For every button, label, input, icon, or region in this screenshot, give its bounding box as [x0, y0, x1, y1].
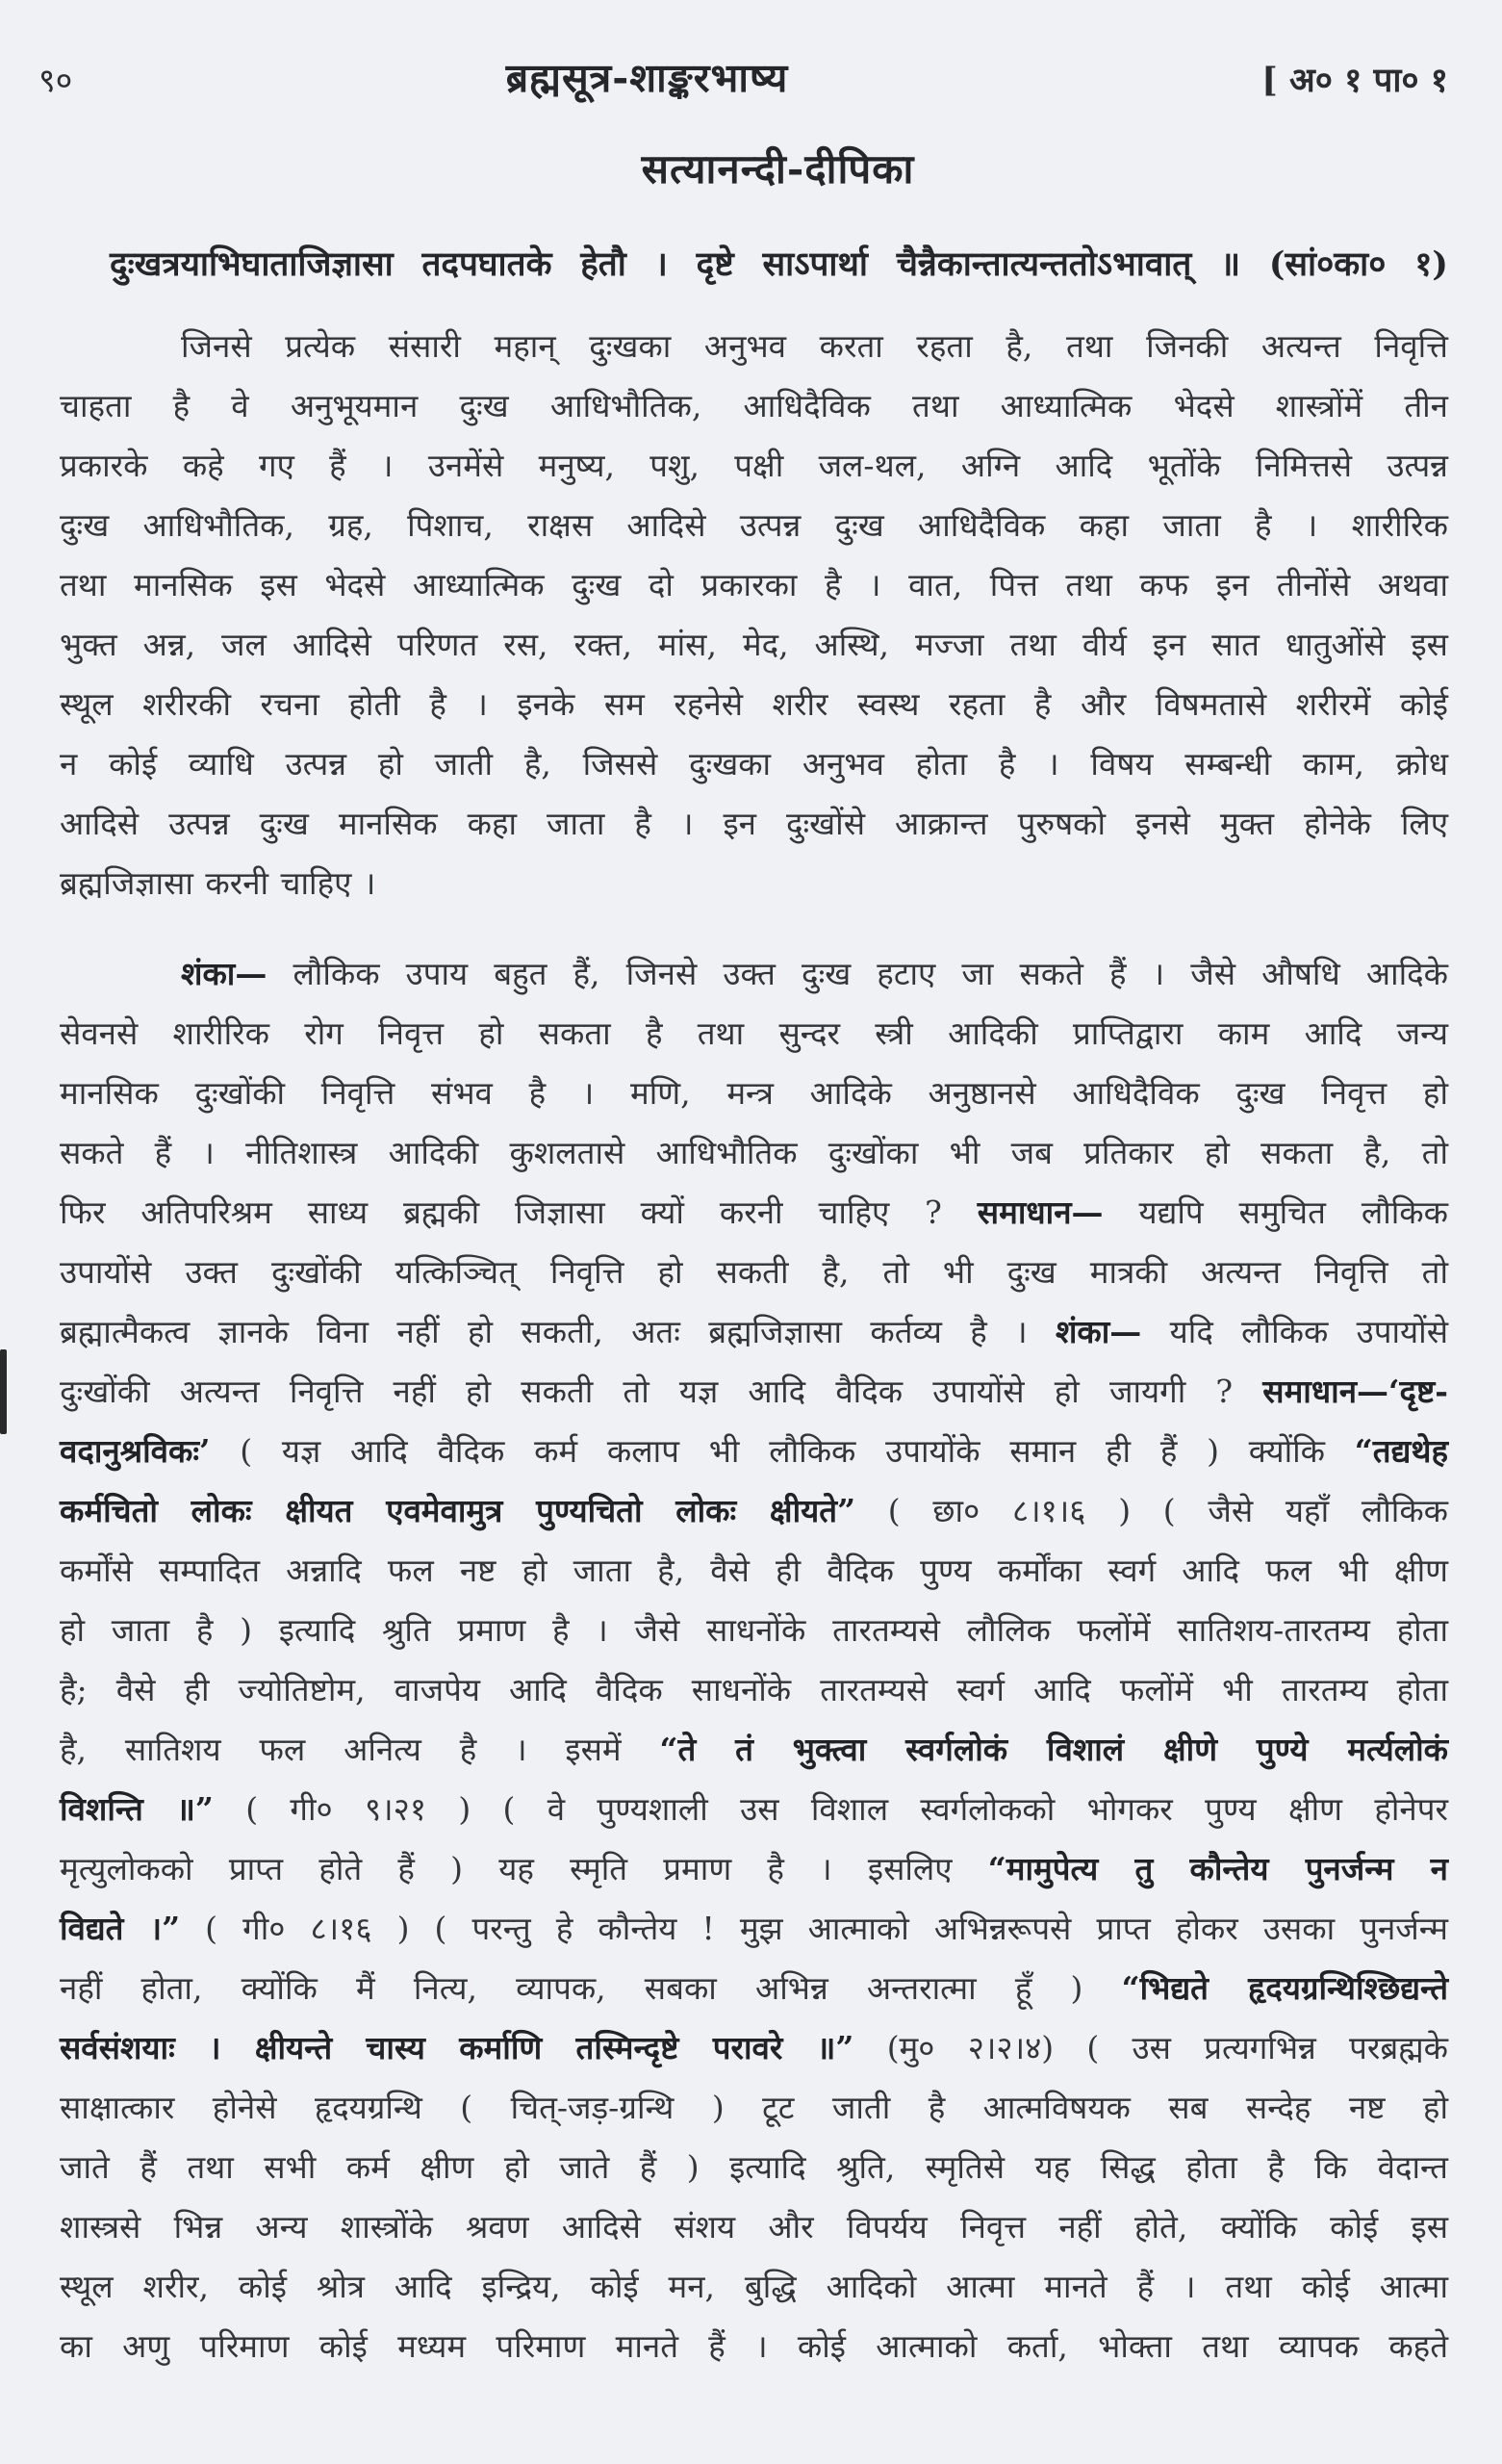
- body-text: यद्यपि समुचित लौकिक: [1138, 1194, 1448, 1231]
- quoted-scripture-text: विशन्ति ॥”: [60, 1790, 214, 1828]
- body-text: जिनसे प्रत्येक संसारी महान् दुःखका अनुभव करता रहता है, तथा जिनकी अत्यन्त निवृत्ति: [181, 327, 1448, 365]
- body-text: ब्रह्मजिज्ञासा करनी चाहिए ।: [60, 864, 376, 902]
- body-text: (मु० २।२।४) ( उस प्रत्यगभिन्न परब्रह्मके: [886, 2029, 1448, 2066]
- chapter-pada-ref: [ अ० १ पा० १: [1261, 61, 1448, 100]
- body-text: मृत्युलोकको प्राप्त होते हैं ) यह स्मृति प्रमाण है । इसलिए: [60, 1850, 988, 1887]
- paragraph: [60, 944, 1448, 2376]
- text-line: [60, 555, 1448, 615]
- text-line: [60, 1899, 1448, 1959]
- quoted-scripture-text: समाधान—‘दृष्ट-: [1262, 1373, 1448, 1410]
- quoted-scripture-text: “ते तं भुक्त्वा स्वर्गलोकं विशालं क्षीणे पुण्ये मर्त्यलोकं: [659, 1731, 1448, 1768]
- body-text: साक्षात्कार होनेसे हृदयग्रन्थि ( चित्-जड़-ग्रन्थि ) टूट जाती है आत्मविषयक सब सन्देह नष्ट हो: [60, 2089, 1448, 2126]
- quoted-scripture-text: “तद्यथेह: [1354, 1432, 1448, 1470]
- text-line: [60, 2138, 1448, 2197]
- text-line: [60, 1123, 1448, 1183]
- body-text: ( यज्ञ आदि वैदिक कर्म कलाप भी लौकिक उपायोंके समान ही हैं ) क्योंकि: [240, 1432, 1355, 1470]
- quoted-scripture-text: वदानुश्रविकः’: [60, 1432, 211, 1470]
- body-text: हो जाता है ) इत्यादि श्रुति प्रमाण है । जैसे साधनोंके तारतम्यसे लौलिक फलोंमें सातिशय-तारतम्य होता: [60, 1611, 1448, 1649]
- body-text: दुःखोंकी अत्यन्त निवृत्ति नहीं हो सकती तो यज्ञ आदि वैदिक उपायोंसे हो जायगी ?: [60, 1373, 1263, 1410]
- body-text: आदिसे उत्पन्न दुःख मानसिक कहा जाता है । इन दुःखोंसे आक्रान्त पुरुषको इनसे मुक्त होनेके लिए: [60, 805, 1448, 842]
- text-line: [60, 1064, 1448, 1123]
- body-text: यदि लौकिक उपायोंसे: [1169, 1313, 1449, 1350]
- text-line: [60, 496, 1448, 555]
- text-line: [60, 675, 1448, 734]
- body-text: न कोई व्याधि उत्पन्न हो जाती है, जिससे दुःखका अनुभव होता है । विषय सम्बन्धी काम, क्रोध: [60, 745, 1448, 783]
- body-text: ( गी० ९।२१ ) ( वे पुण्यशाली उस विशाल स्वर्गलोकको भोगकर पुण्य क्षीण होनेपर: [245, 1790, 1448, 1828]
- text-line: [60, 794, 1448, 854]
- quoted-scripture-text: “भिद्यते हृदयग्रन्थिश्छिद्यन्ते: [1121, 1969, 1449, 2007]
- body-text: प्रकारके कहे गए हैं । उनमेंसे मनुष्य, पशु, पक्षी जल-थल, अग्नि आदि भूतोंके निमित्तसे उत्पन्न: [60, 447, 1448, 484]
- quoted-scripture-text: शंका—: [181, 955, 267, 992]
- text-line: [60, 1660, 1448, 1720]
- text-line: [60, 1004, 1448, 1064]
- body-text: नहीं होता, क्योंकि मैं नित्य, व्यापक, सबका अभिन्न अन्तरात्मा हूँ ): [60, 1969, 1122, 2007]
- paragraph: [60, 317, 1448, 913]
- text-line: [60, 1959, 1448, 2018]
- text-line: [60, 1481, 1448, 1541]
- text-line: [60, 1839, 1448, 1899]
- quoted-scripture-text: विद्यते ।”: [60, 1910, 181, 1947]
- body-text: कर्मोंसे सम्पादित अन्नादि फल नष्ट हो जाता है, वैसे ही वैदिक पुण्य कर्मोंका स्वर्ग आदि फल भी क्षीण: [60, 1552, 1448, 1589]
- text-line: [60, 615, 1448, 675]
- text-line: [60, 1302, 1448, 1362]
- text-line: [60, 2317, 1448, 2376]
- body-text: चाहता है वे अनुभूयमान दुःख आधिभौतिक, आधिदैविक तथा आध्यात्मिक भेदसे शास्त्रोंमें तीन: [60, 387, 1448, 424]
- text-line: [60, 944, 1448, 1004]
- body-paragraphs: [60, 317, 1448, 2376]
- body-text: भुक्त अन्न, जल आदिसे परिणत रस, रक्त, मांस, मेद, अस्थि, मज्जा तथा वीर्य इन सात धातुओंसे इस: [60, 626, 1448, 663]
- body-text: स्थूल शरीर, कोई श्रोत्र आदि इन्द्रिय, कोई मन, बुद्धि आदिको आत्मा मानते हैं । तथा कोई आत्मा: [60, 2268, 1448, 2305]
- body-text: ब्रह्मात्मैकत्व ज्ञानके विना नहीं हो सकती, अतः ब्रह्मजिज्ञासा कर्तव्य है ।: [60, 1313, 1056, 1350]
- text-line: [60, 2078, 1448, 2138]
- scan-artifact: [0, 1349, 7, 1434]
- text-line: [60, 1183, 1448, 1243]
- body-text: का अणु परिमाण कोई मध्यम परिमाण मानते हैं । कोई आत्माको कर्ता, भोक्ता तथा व्यापक कहते: [60, 2327, 1448, 2365]
- body-text: सकते हैं । नीतिशास्त्र आदिकी कुशलतासे आधिभौतिक दुःखोंका भी जब प्रतिकार हो सकता है, तो: [60, 1134, 1448, 1171]
- body-text: मानसिक दुःखोंकी निवृत्ति संभव है । मणि, मन्त्र आदिके अनुष्ठानसे आधिदैविक दुःख निवृत्त हो: [60, 1074, 1448, 1112]
- body-text: है; वैसे ही ज्योतिष्टोम, वाजपेय आदि वैदिक साधनोंके तारतम्यसे स्वर्ग आदि फलोंमें भी तारतम्य होता: [60, 1671, 1448, 1708]
- text-line: [60, 1362, 1448, 1422]
- text-line: [60, 1720, 1448, 1780]
- body-text: है, सातिशय फल अनित्य है । इसमें: [60, 1731, 660, 1768]
- body-text: सेवनसे शारीरिक रोग निवृत्त हो सकता है तथा सुन्दर स्त्री आदिकी प्राप्तिद्वारा काम आदि जन्य: [60, 1014, 1448, 1052]
- body-text: ( गी० ८।१६ ) ( परन्तु हे कौन्तेय ! मुझ आत्माको अभिन्नरूपसे प्राप्त होकर उसका पुनर्जन्म: [205, 1910, 1448, 1947]
- page-number: ९०: [38, 62, 73, 100]
- commentary-title: सत्यानन्दी-दीपिका: [641, 145, 915, 192]
- quoted-scripture-text: कर्मचितो लोकः क्षीयत एवमेवामुत्र पुण्यचितो लोकः क्षीयते”: [60, 1492, 856, 1529]
- body-text: तथा मानसिक इस भेदसे आध्यात्मिक दुःख दो प्रकारका है । वात, पित्त तथा कफ इन तीनोंसे अथवा: [60, 566, 1448, 603]
- body-text: ( छा० ८।१।६ ) ( जैसे यहाँ लौकिक: [887, 1492, 1449, 1529]
- text-line: [60, 1601, 1448, 1660]
- quoted-scripture-text: सर्वसंशयाः । क्षीयन्ते चास्य कर्माणि तस्मिन्दृष्टे परावरे ॥”: [60, 2029, 854, 2066]
- book-title: ब्रह्मसूत्र-शाङ्करभाष्य: [505, 55, 789, 101]
- page-header: [0, 0, 1502, 104]
- body-text: फिर अतिपरिश्रम साध्य ब्रह्मकी जिज्ञासा क्यों करनी चाहिए ?: [60, 1194, 978, 1231]
- text-line: [60, 2257, 1448, 2317]
- quoted-scripture-text: “मामुपेत्य तु कौन्तेय पुनर्जन्म न: [987, 1850, 1448, 1887]
- text-line: [60, 2197, 1448, 2257]
- text-line: [60, 1541, 1448, 1601]
- text-line: [60, 734, 1448, 794]
- text-line: [60, 2018, 1448, 2078]
- text-line: [60, 317, 1448, 376]
- sankhya-karika-verse: दुःखत्रयाभिघाताजिज्ञासा तदपघातके हेतौ । दृष्टे साऽपार्था चैन्नैकान्तात्यन्ततोऽभावात् ॥ (सां०का० १): [110, 244, 1448, 284]
- text-line: [60, 854, 1448, 913]
- text-line: [60, 1422, 1448, 1481]
- quoted-scripture-text: समाधान—: [977, 1194, 1104, 1231]
- quoted-scripture-text: शंका—: [1055, 1313, 1142, 1350]
- body-text: लौकिक उपाय बहुत हैं, जिनसे उक्त दुःख हटाए जा सकते हैं । जैसे औषधि आदिके: [293, 955, 1448, 992]
- text-line: [60, 1243, 1448, 1302]
- body-text: उपायोंसे उक्त दुःखोंकी यत्किञ्चित् निवृत्ति हो सकती है, तो भी दुःख मात्रकी अत्यन्त निवृत्ति तो: [60, 1253, 1448, 1291]
- text-line: [60, 1780, 1448, 1839]
- body-text: शास्त्रसे भिन्न अन्य शास्त्रोंके श्रवण आदिसे संशय और विपर्यय निवृत्त नहीं होते, क्योंकि कोई इस: [60, 2208, 1448, 2246]
- body-text: दुःख आधिभौतिक, ग्रह, पिशाच, राक्षस आदिसे उत्पन्न दुःख आधिदैविक कहा जाता है । शारीरिक: [60, 506, 1448, 544]
- text-line: [60, 436, 1448, 496]
- body-text: जाते हैं तथा सभी कर्म क्षीण हो जाते हैं ) इत्यादि श्रुति, स्मृतिसे यह सिद्ध होता है कि वेदान्त: [60, 2148, 1448, 2186]
- text-line: [60, 376, 1448, 436]
- body-text: स्थूल शरीरकी रचना होती है । इनके सम रहनेसे शरीर स्वस्थ रहता है और विषमतासे शरीरमें कोई: [60, 685, 1448, 723]
